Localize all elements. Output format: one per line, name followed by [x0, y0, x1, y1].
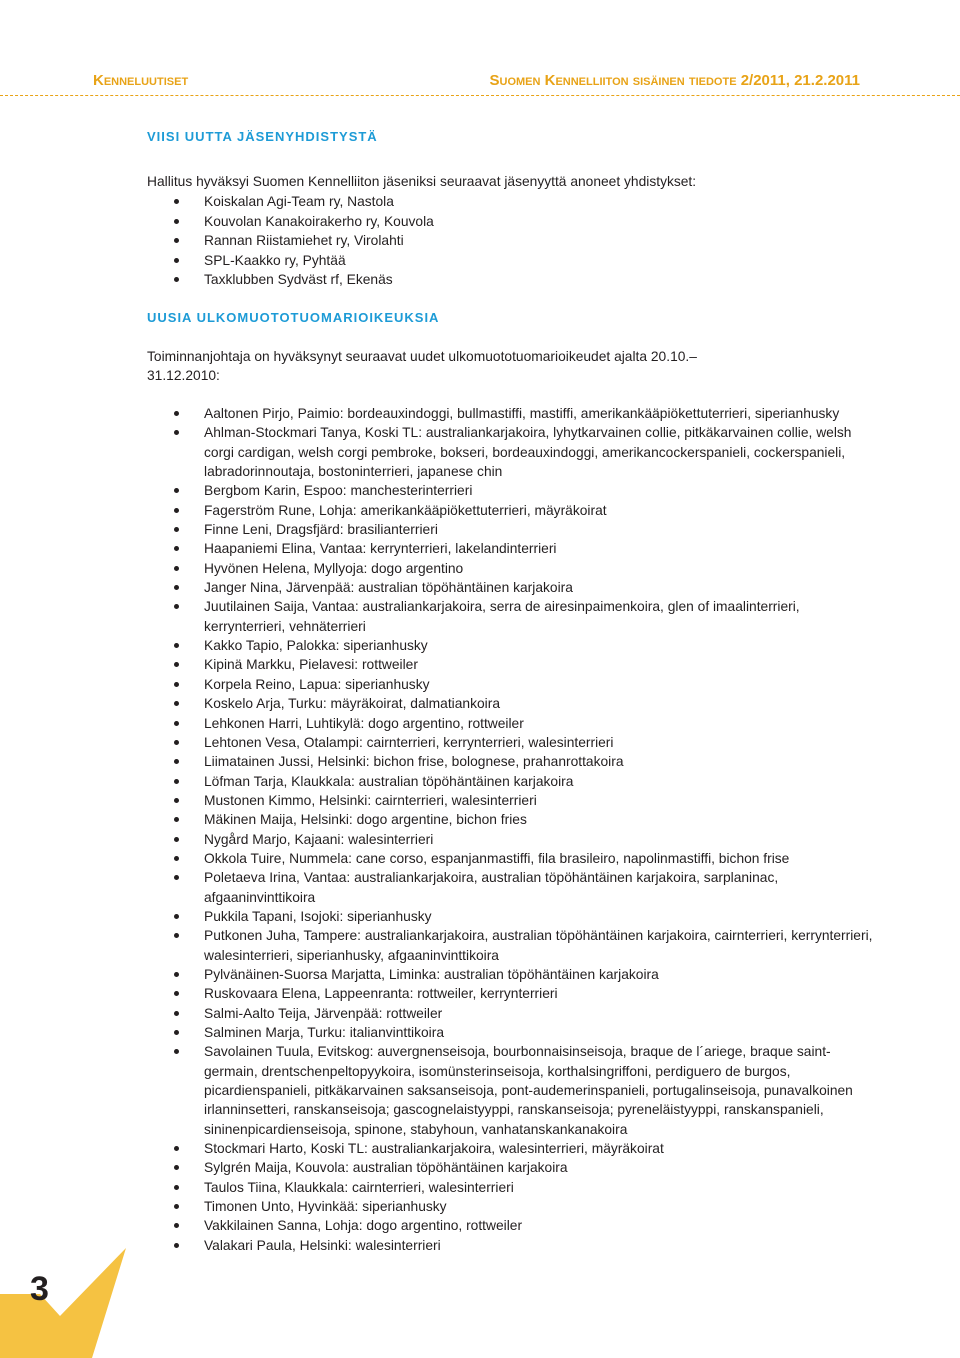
list-item: Lehkonen Harri, Luhtikylä: dogo argentino, rottweiler	[147, 714, 877, 733]
list-item: Taxklubben Sydväst rf, Ekenäs	[147, 270, 847, 290]
list-item: Korpela Reino, Lapua: siperianhusky	[147, 675, 877, 694]
list-item: Pylvänäinen-Suorsa Marjatta, Liminka: australian töpöhäntäinen karjakoira	[147, 965, 877, 984]
new-member-clubs-list	[147, 192, 847, 290]
running-header	[93, 72, 860, 94]
header-section-name: Kenneluutiset	[93, 72, 189, 89]
page-tab-shape	[0, 1248, 150, 1358]
list-item: Stockmari Harto, Koski TL: australiankarjakoira, walesinterrieri, mäyräkoirat	[147, 1139, 877, 1158]
section-intro-new-member-clubs: Hallitus hyväksyi Suomen Kennelliiton jäseniksi seuraavat jäsenyyttä anoneet yhdistykset:	[147, 174, 697, 189]
section-title-new-judge-rights: UUSIA ULKOMUOTOTUOMARIOIKEUKSIA	[147, 310, 440, 325]
list-item: Löfman Tarja, Klaukkala: australian töpöhäntäinen karjakoira	[147, 772, 877, 791]
list-item: Poletaeva Irina, Vantaa: australiankarjakoira, australian töpöhäntäinen karjakoira, sarplaninac, afgaaninvinttikoira	[147, 868, 877, 907]
list-item: Kipinä Markku, Pielavesi: rottweiler	[147, 655, 877, 674]
list-item: Pukkila Tapani, Isojoki: siperianhusky	[147, 907, 877, 926]
section-intro-new-judge-rights	[147, 347, 867, 385]
list-item: Nygård Marjo, Kajaani: walesinterrieri	[147, 830, 877, 849]
list-item: Vakkilainen Sanna, Lohja: dogo argentino, rottweiler	[147, 1216, 877, 1235]
list-item: Finne Leni, Dragsfjärd: brasilianterrieri	[147, 520, 877, 539]
header-dashed-rule	[0, 95, 960, 96]
new-judge-rights-list	[147, 404, 877, 1255]
list-item: Putkonen Juha, Tampere: australiankarjakoira, australian töpöhäntäinen karjakoira, cairnterrieri, kerrynterrieri, walesinterrieri, siperianhusky, afgaaninvinttikoira	[147, 926, 877, 965]
list-item: Mäkinen Maija, Helsinki: dogo argentine, bichon fries	[147, 810, 877, 829]
list-item: Taulos Tiina, Klaukkala: cairnterrieri, walesinterrieri	[147, 1178, 877, 1197]
section-intro-line: Toiminnanjohtaja on hyväksynyt seuraavat uudet ulkomuototuomarioikeudet ajalta 20.10.–	[147, 349, 697, 364]
list-item: Koiskalan Agi-Team ry, Nastola	[147, 192, 847, 212]
list-item: Timonen Unto, Hyvinkää: siperianhusky	[147, 1197, 877, 1216]
list-item: Aaltonen Pirjo, Paimio: bordeauxindoggi, bullmastiffi, mastiffi, amerikankääpiökettuterrieri, siperianhusky	[147, 404, 877, 423]
list-item: Kakko Tapio, Palokka: siperianhusky	[147, 636, 877, 655]
list-item: Mustonen Kimmo, Helsinki: cairnterrieri, walesinterrieri	[147, 791, 877, 810]
list-item: Liimatainen Jussi, Helsinki: bichon frise, bolognese, prahanrottakoira	[147, 752, 877, 771]
list-item: Savolainen Tuula, Evitskog: auvergnenseisoja, bourbonnaisinseisoja, braque de l´ariege, braque saint-germain, drentschenpeltopyykoira, isomünsterinseisoja, korthalsingriffoni, perdiguero de burgos, picardienspanieli, pitkäkarvainen saksanseisoja, pont-audemerinspanieli, portugalinseisoja, punavalkoinen irlanninsetteri, ranskanseisoja; gascognelaistyyppi, ranskanseisoja; pyreneläistyyppi, ranskanspanieli, sininenpicardienseisoja, spinone, stabyhoun, vanhatanskankanakoira	[147, 1042, 877, 1139]
list-item: Valakari Paula, Helsinki: walesinterrieri	[147, 1236, 877, 1255]
list-item: Lehtonen Vesa, Otalampi: cairnterrieri, kerrynterrieri, walesinterrieri	[147, 733, 877, 752]
list-item: Sylgrén Maija, Kouvola: australian töpöhäntäinen karjakoira	[147, 1158, 877, 1177]
header-publication-info: Suomen Kennelliiton sisäinen tiedote 2/2011, 21.2.2011	[489, 72, 860, 89]
list-item: Haapaniemi Elina, Vantaa: kerrynterrieri, lakelandinterrieri	[147, 539, 877, 558]
page-number-tab	[0, 1248, 150, 1358]
list-item: Bergbom Karin, Espoo: manchesterinterrieri	[147, 481, 877, 500]
list-item: Salmi-Aalto Teija, Järvenpää: rottweiler	[147, 1004, 877, 1023]
list-item: Koskelo Arja, Turku: mäyräkoirat, dalmatiankoira	[147, 694, 877, 713]
section-intro-line: 31.12.2010:	[147, 368, 220, 384]
list-item: Fagerström Rune, Lohja: amerikankääpiökettuterrieri, mäyräkoirat	[147, 501, 877, 520]
list-item: Okkola Tuire, Nummela: cane corso, espanjanmastiffi, fila brasileiro, napolinmastiffi, bichon frise	[147, 849, 877, 868]
section-title-new-member-clubs: VIISI UUTTA JÄSENYHDISTYSTÄ	[147, 129, 378, 144]
list-item: Salminen Marja, Turku: italianvinttikoira	[147, 1023, 877, 1042]
list-item: Kouvolan Kanakoirakerho ry, Kouvola	[147, 212, 847, 232]
list-item: SPL-Kaakko ry, Pyhtää	[147, 251, 847, 271]
list-item: Rannan Riistamiehet ry, Virolahti	[147, 231, 847, 251]
list-item: Ruskovaara Elena, Lappeenranta: rottweiler, kerrynterrieri	[147, 984, 877, 1003]
page-number: 3	[30, 1270, 49, 1308]
list-item: Janger Nina, Järvenpää: australian töpöhäntäinen karjakoira	[147, 578, 877, 597]
list-item: Hyvönen Helena, Myllyoja: dogo argentino	[147, 559, 877, 578]
list-item: Juutilainen Saija, Vantaa: australiankarjakoira, serra de airesinpaimenkoira, glen of imaalinterrieri, kerrynterrieri, vehnäterrieri	[147, 597, 877, 636]
list-item: Ahlman-Stockmari Tanya, Koski TL: australiankarjakoira, lyhytkarvainen collie, pitkäkarvainen collie, welsh corgi cardigan, welsh corgi pembroke, bokseri, bordeauxindoggi, amerikancockerspanieli, cockerspanieli, labradorinnoutaja, bostoninterrieri, japanese chin	[147, 423, 877, 481]
